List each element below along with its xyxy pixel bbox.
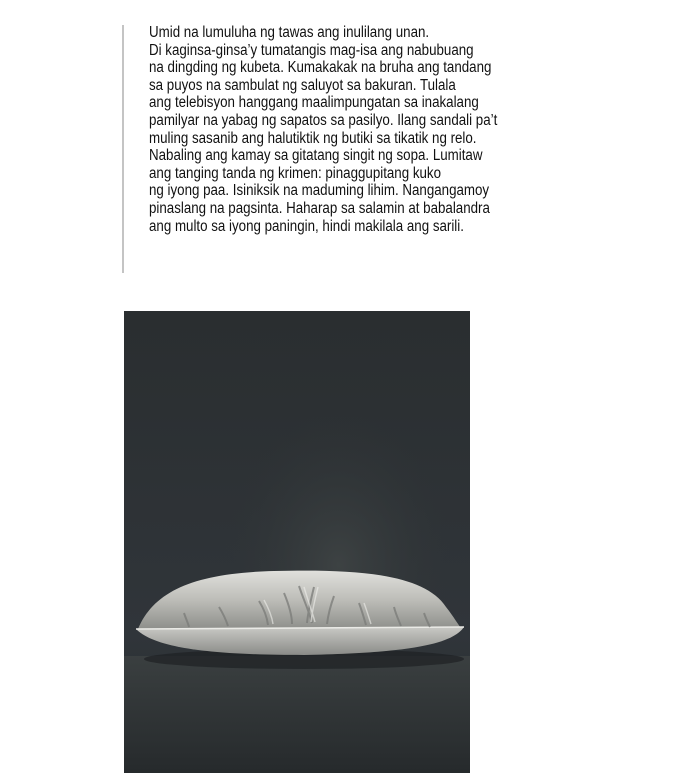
- pillow-photo: [124, 311, 470, 773]
- poem-block: [122, 25, 552, 273]
- poem-line: na dingding ng kubeta. Kumakakak na bruha ang tandang: [149, 59, 492, 77]
- poem-line: Nabaling ang kamay sa gitatang singit ng sopa. Lumitaw: [149, 147, 483, 165]
- poem-line: sa puyos na sambulat ng saluyot sa bakuran. Tulala: [149, 76, 456, 94]
- photo-floor: [124, 656, 470, 773]
- poem-line: ng iyong paa. Isiniksik na maduming lihim. Nangangamoy: [149, 182, 490, 200]
- pillow-illustration: [124, 311, 470, 773]
- poem-line: ang multo sa iyong paningin, hindi makilala ang sarili.: [149, 217, 464, 235]
- poem-line: Di kaginsa-ginsa’y tumatangis mag-isa ang nabubuang: [149, 41, 474, 59]
- poem-line: Umid na lumuluha ng tawas ang inulilang unan.: [149, 24, 430, 41]
- poem-line: pamilyar na yabag ng sapatos sa pasilyo. Ilang sandali pa’t: [149, 111, 498, 129]
- poem-line: muling sasanib ang halutiktik ng butiki sa tikatik ng relo.: [149, 129, 477, 147]
- poem-line: ang telebisyon hanggang maalimpungatan sa inakalang: [149, 94, 479, 112]
- poem-line: ang tanging tanda ng krimen: pinaggupitang kuko: [149, 164, 442, 182]
- poem-line: pinaslang na pagsinta. Haharap sa salamin at babalandra: [149, 199, 490, 217]
